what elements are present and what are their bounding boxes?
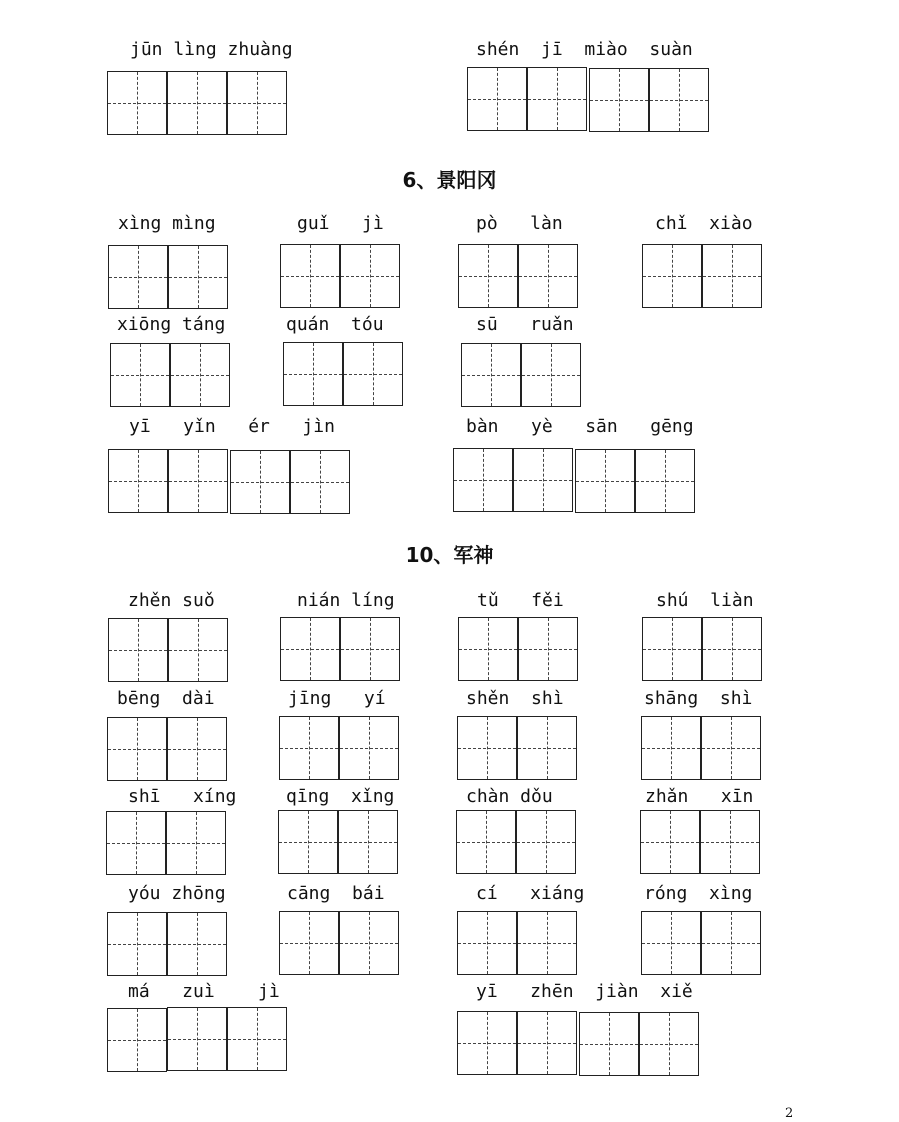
pinyin-label: xìng mìng [118, 213, 216, 234]
writing-cell[interactable] [641, 911, 701, 975]
writing-cell[interactable] [589, 68, 649, 132]
writing-cell[interactable] [167, 912, 227, 976]
writing-cell[interactable] [340, 244, 400, 308]
writing-cell[interactable] [290, 450, 350, 514]
pinyin-label: shāng shì [644, 688, 753, 709]
writing-cell[interactable] [461, 343, 521, 407]
pinyin-label: yī yǐn ér jìn [129, 416, 335, 437]
writing-cell[interactable] [467, 67, 527, 131]
writing-cell[interactable] [339, 716, 399, 780]
pinyin-label: jūn lìng zhuàng [130, 39, 293, 60]
writing-cell[interactable] [107, 71, 167, 135]
writing-cell[interactable] [168, 245, 228, 309]
writing-cell[interactable] [343, 342, 403, 406]
writing-cell[interactable] [517, 911, 577, 975]
writing-cell[interactable] [516, 810, 576, 874]
writing-cell[interactable] [283, 342, 343, 406]
pinyin-label: zhěn suǒ [128, 590, 215, 611]
pinyin-label: cí xiáng [476, 883, 585, 904]
writing-cell[interactable] [227, 1007, 287, 1071]
writing-cell[interactable] [168, 618, 228, 682]
writing-cell[interactable] [518, 244, 578, 308]
writing-cell[interactable] [517, 716, 577, 780]
writing-cell[interactable] [338, 810, 398, 874]
writing-cell[interactable] [649, 68, 709, 132]
writing-cell[interactable] [701, 716, 761, 780]
writing-cell[interactable] [700, 810, 760, 874]
writing-cell[interactable] [167, 1007, 227, 1071]
writing-cell[interactable] [457, 716, 517, 780]
pinyin-label: tǔ fěi [477, 590, 564, 611]
writing-cell[interactable] [456, 810, 516, 874]
writing-cell[interactable] [458, 244, 518, 308]
pinyin-label: xiōng táng [117, 314, 226, 335]
pinyin-label: cāng bái [287, 883, 385, 904]
writing-cell[interactable] [108, 245, 168, 309]
pinyin-label: pò làn [476, 213, 563, 234]
pinyin-label: quán tóu [286, 314, 384, 335]
writing-cell[interactable] [640, 810, 700, 874]
writing-cell[interactable] [527, 67, 587, 131]
pinyin-label: yī zhēn jiàn xiě [476, 981, 693, 1002]
pinyin-label: shī xíng [128, 786, 237, 807]
writing-cell[interactable] [517, 1011, 577, 1075]
writing-cell[interactable] [278, 810, 338, 874]
writing-cell[interactable] [167, 717, 227, 781]
writing-cell[interactable] [642, 244, 702, 308]
writing-cell[interactable] [279, 716, 339, 780]
writing-cell[interactable] [579, 1012, 639, 1076]
writing-cell[interactable] [227, 71, 287, 135]
pinyin-label: yóu zhōng [128, 883, 226, 904]
writing-cell[interactable] [521, 343, 581, 407]
pinyin-label: chǐ xiào [655, 213, 753, 234]
writing-cell[interactable] [518, 617, 578, 681]
pinyin-label: zhǎn xīn [645, 786, 754, 807]
writing-cell[interactable] [457, 911, 517, 975]
pinyin-label: jīng yí [288, 688, 386, 709]
pinyin-label: shú liàn [656, 590, 754, 611]
writing-cell[interactable] [701, 911, 761, 975]
pinyin-label: shén jī miào suàn [476, 39, 693, 60]
writing-cell[interactable] [641, 716, 701, 780]
pinyin-label: má zuì jì [128, 981, 280, 1002]
writing-cell[interactable] [167, 71, 227, 135]
writing-cell[interactable] [107, 717, 167, 781]
writing-cell[interactable] [457, 1011, 517, 1075]
pinyin-label: qīng xǐng [286, 786, 395, 807]
section-title: 6、景阳冈 [402, 168, 497, 192]
pinyin-label: róng xìng [644, 883, 753, 904]
pinyin-label: chàn dǒu [466, 786, 553, 807]
writing-cell[interactable] [166, 811, 226, 875]
writing-cell[interactable] [458, 617, 518, 681]
writing-cell[interactable] [107, 912, 167, 976]
writing-cell[interactable] [702, 244, 762, 308]
writing-cell[interactable] [639, 1012, 699, 1076]
writing-cell[interactable] [279, 911, 339, 975]
writing-cell[interactable] [110, 343, 170, 407]
writing-cell[interactable] [453, 448, 513, 512]
writing-cell[interactable] [575, 449, 635, 513]
writing-cell[interactable] [108, 618, 168, 682]
writing-cell[interactable] [340, 617, 400, 681]
writing-cell[interactable] [230, 450, 290, 514]
writing-cell[interactable] [635, 449, 695, 513]
writing-cell[interactable] [642, 617, 702, 681]
pinyin-label: bàn yè sān gēng [466, 416, 694, 437]
writing-cell[interactable] [106, 811, 166, 875]
page-number: 2 [785, 1106, 794, 1121]
writing-cell[interactable] [280, 244, 340, 308]
writing-cell[interactable] [108, 449, 168, 513]
pinyin-label: guǐ jì [297, 213, 384, 234]
section-title: 10、军神 [405, 543, 494, 567]
writing-cell[interactable] [339, 911, 399, 975]
pinyin-label: nián líng [297, 590, 395, 611]
pinyin-label: bēng dài [117, 688, 215, 709]
writing-cell[interactable] [513, 448, 573, 512]
writing-cell[interactable] [170, 343, 230, 407]
pinyin-label: sū ruǎn [476, 314, 574, 335]
writing-cell[interactable] [702, 617, 762, 681]
writing-cell[interactable] [107, 1008, 167, 1072]
writing-cell[interactable] [280, 617, 340, 681]
writing-cell[interactable] [168, 449, 228, 513]
pinyin-label: shěn shì [466, 688, 564, 709]
